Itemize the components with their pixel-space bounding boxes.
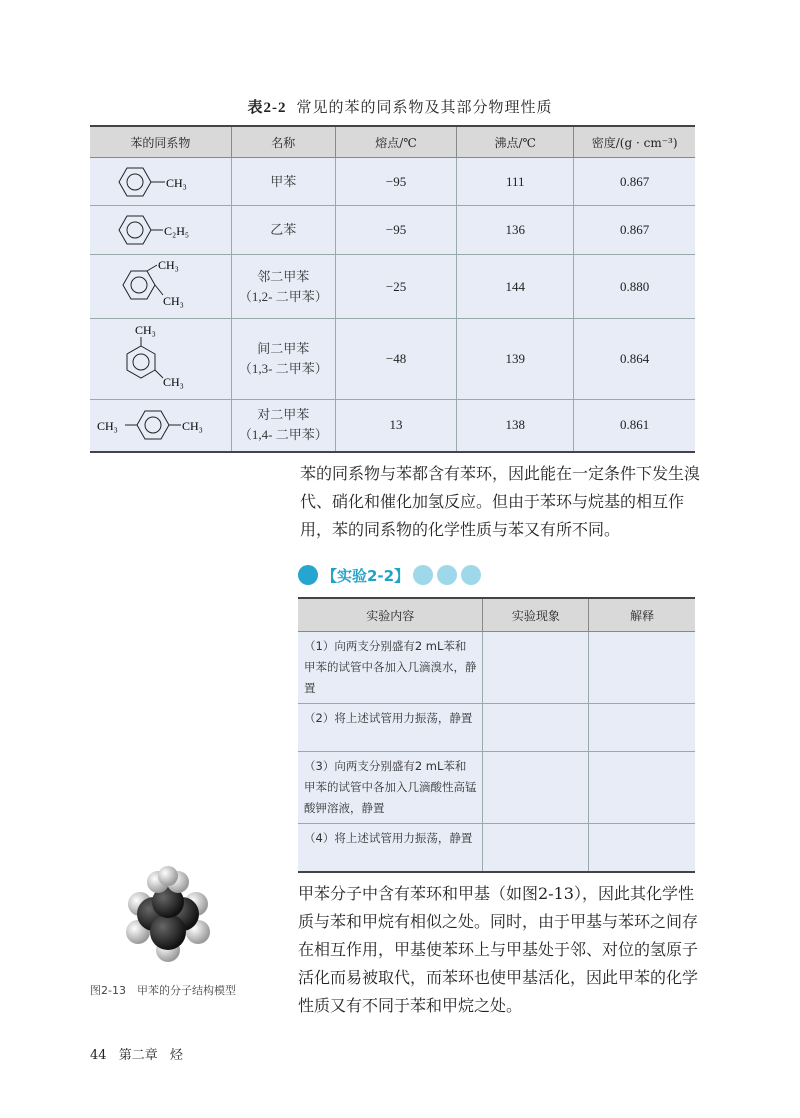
chapter-title: 烃 xyxy=(169,1048,183,1063)
table-caption: 常见的苯的同系物及其部分物理性质 xyxy=(296,98,553,116)
experiment-step: （3）向两支分别盛有2 mL苯和甲苯的试管中各加入几滴酸性高锰酸钾溶液，静置 xyxy=(298,752,483,824)
explanation-cell xyxy=(589,632,695,704)
page-footer xyxy=(90,1044,191,1063)
observation-cell xyxy=(483,632,589,704)
table-row xyxy=(298,824,695,872)
row-name-alt: （1,3- 二甲苯） xyxy=(238,361,328,376)
p-xylene-structure xyxy=(90,400,231,452)
experiment-step: （1）向两支分别盛有2 mL苯和甲苯的试管中各加入几滴溴水，静置 xyxy=(298,632,483,704)
observation-cell xyxy=(483,824,589,872)
table-row xyxy=(90,206,695,255)
paragraph-homologue-properties: 苯的同系物与苯都含有苯环，因此能在一定条件下发生溴代、硝化和催化加氢反应。但由于苯环与烷基的相互作用，苯的同系物的化学性质与苯又有所不同。 xyxy=(300,464,701,539)
paragraph-toluene-properties: 甲苯分子中含有苯环和甲基（如图2-13），因此其化学性质与苯和甲烷有相似之处。同时，由于甲基与苯环之间存在相互作用，甲基使苯环上与甲基处于邻、对位的氢原子活化而易被取代，而苯环也使甲基活化，因此甲苯的化学性质又有不同于苯和甲烷之处。 xyxy=(298,884,699,1015)
row-bp: 139 xyxy=(457,319,574,400)
experiment-header xyxy=(298,563,481,587)
col-header-phenomenon: 实验现象 xyxy=(483,598,589,632)
table-title xyxy=(0,96,800,117)
col-header-bp: 沸点/℃ xyxy=(457,126,574,158)
explanation-cell xyxy=(589,752,695,824)
row-name xyxy=(231,255,335,319)
explanation-cell xyxy=(589,704,695,752)
toluene-model-image xyxy=(118,864,218,964)
hazard-icon xyxy=(437,565,457,585)
homologue-table xyxy=(90,125,695,453)
observation-cell xyxy=(483,752,589,824)
col-header-density: 密度/(g · cm⁻³) xyxy=(574,126,695,158)
svg-text:CH₃: CH₃ xyxy=(135,323,157,337)
row-name-main: 间二甲苯 xyxy=(257,341,310,356)
row-name: 乙苯 xyxy=(231,206,335,255)
row-bp: 144 xyxy=(457,255,574,319)
chapter-label: 第二章 xyxy=(118,1048,158,1063)
experiment-label: 【实验2-2】 xyxy=(322,566,410,585)
row-bp: 111 xyxy=(457,158,574,206)
row-name xyxy=(231,400,335,452)
row-density: 0.867 xyxy=(574,158,695,206)
wash-hands-icon xyxy=(461,565,481,585)
toluene-structure xyxy=(90,158,231,206)
table-row xyxy=(298,632,695,704)
o-xylene-structure xyxy=(90,255,231,319)
row-mp: −95 xyxy=(335,158,456,206)
table-row xyxy=(90,319,695,400)
observation-cell xyxy=(483,704,589,752)
page-number: 44 xyxy=(90,1048,107,1063)
row-density: 0.867 xyxy=(574,206,695,255)
row-name-main: 对二甲苯 xyxy=(257,407,310,423)
svg-text:CH₃: CH₃ xyxy=(158,258,180,272)
svg-text:CH₃: CH₃ xyxy=(163,293,185,308)
row-name-main: 邻二甲苯 xyxy=(257,268,310,284)
svg-text:C₂H₅: C₂H₅ xyxy=(164,224,190,238)
col-header-explanation: 解释 xyxy=(589,598,695,632)
experiment-icon xyxy=(298,565,318,585)
table-number: 表2-2 xyxy=(247,100,287,116)
row-bp: 136 xyxy=(457,206,574,255)
row-name: 甲苯 xyxy=(231,158,335,206)
table-row xyxy=(90,400,695,452)
row-density: 0.861 xyxy=(574,400,695,452)
row-mp: −95 xyxy=(335,206,456,255)
m-xylene-structure xyxy=(90,319,231,400)
figure-caption: 图2-13 甲苯的分子结构模型 xyxy=(90,984,236,997)
goggles-icon xyxy=(413,565,433,585)
row-mp: 13 xyxy=(335,400,456,452)
col-header-name: 名称 xyxy=(231,126,335,158)
table-row xyxy=(298,704,695,752)
explanation-cell xyxy=(589,824,695,872)
svg-text:CH₃: CH₃ xyxy=(163,375,185,389)
col-header-content: 实验内容 xyxy=(298,598,483,632)
row-mp: −25 xyxy=(335,255,456,319)
table-row xyxy=(298,752,695,824)
experiment-step: （2）将上述试管用力振荡，静置 xyxy=(298,704,483,752)
row-density: 0.864 xyxy=(574,319,695,400)
experiment-table xyxy=(298,597,695,873)
svg-text:CH₃: CH₃ xyxy=(166,175,188,190)
row-bp: 138 xyxy=(457,400,574,452)
col-header-mp: 熔点/℃ xyxy=(335,126,456,158)
col-header-homologue: 苯的同系物 xyxy=(90,126,231,158)
svg-text:CH₃: CH₃ xyxy=(97,419,119,434)
table-row xyxy=(90,255,695,319)
row-name-alt: （1,2- 二甲苯） xyxy=(238,288,328,304)
row-mp: −48 xyxy=(335,319,456,400)
row-name xyxy=(231,319,335,400)
table-row xyxy=(90,158,695,206)
svg-text:CH₃: CH₃ xyxy=(182,419,204,434)
row-name-alt: （1,4- 二甲苯） xyxy=(238,427,328,443)
ethylbenzene-structure xyxy=(90,206,231,255)
experiment-step: （4）将上述试管用力振荡，静置 xyxy=(298,824,483,872)
row-density: 0.880 xyxy=(574,255,695,319)
